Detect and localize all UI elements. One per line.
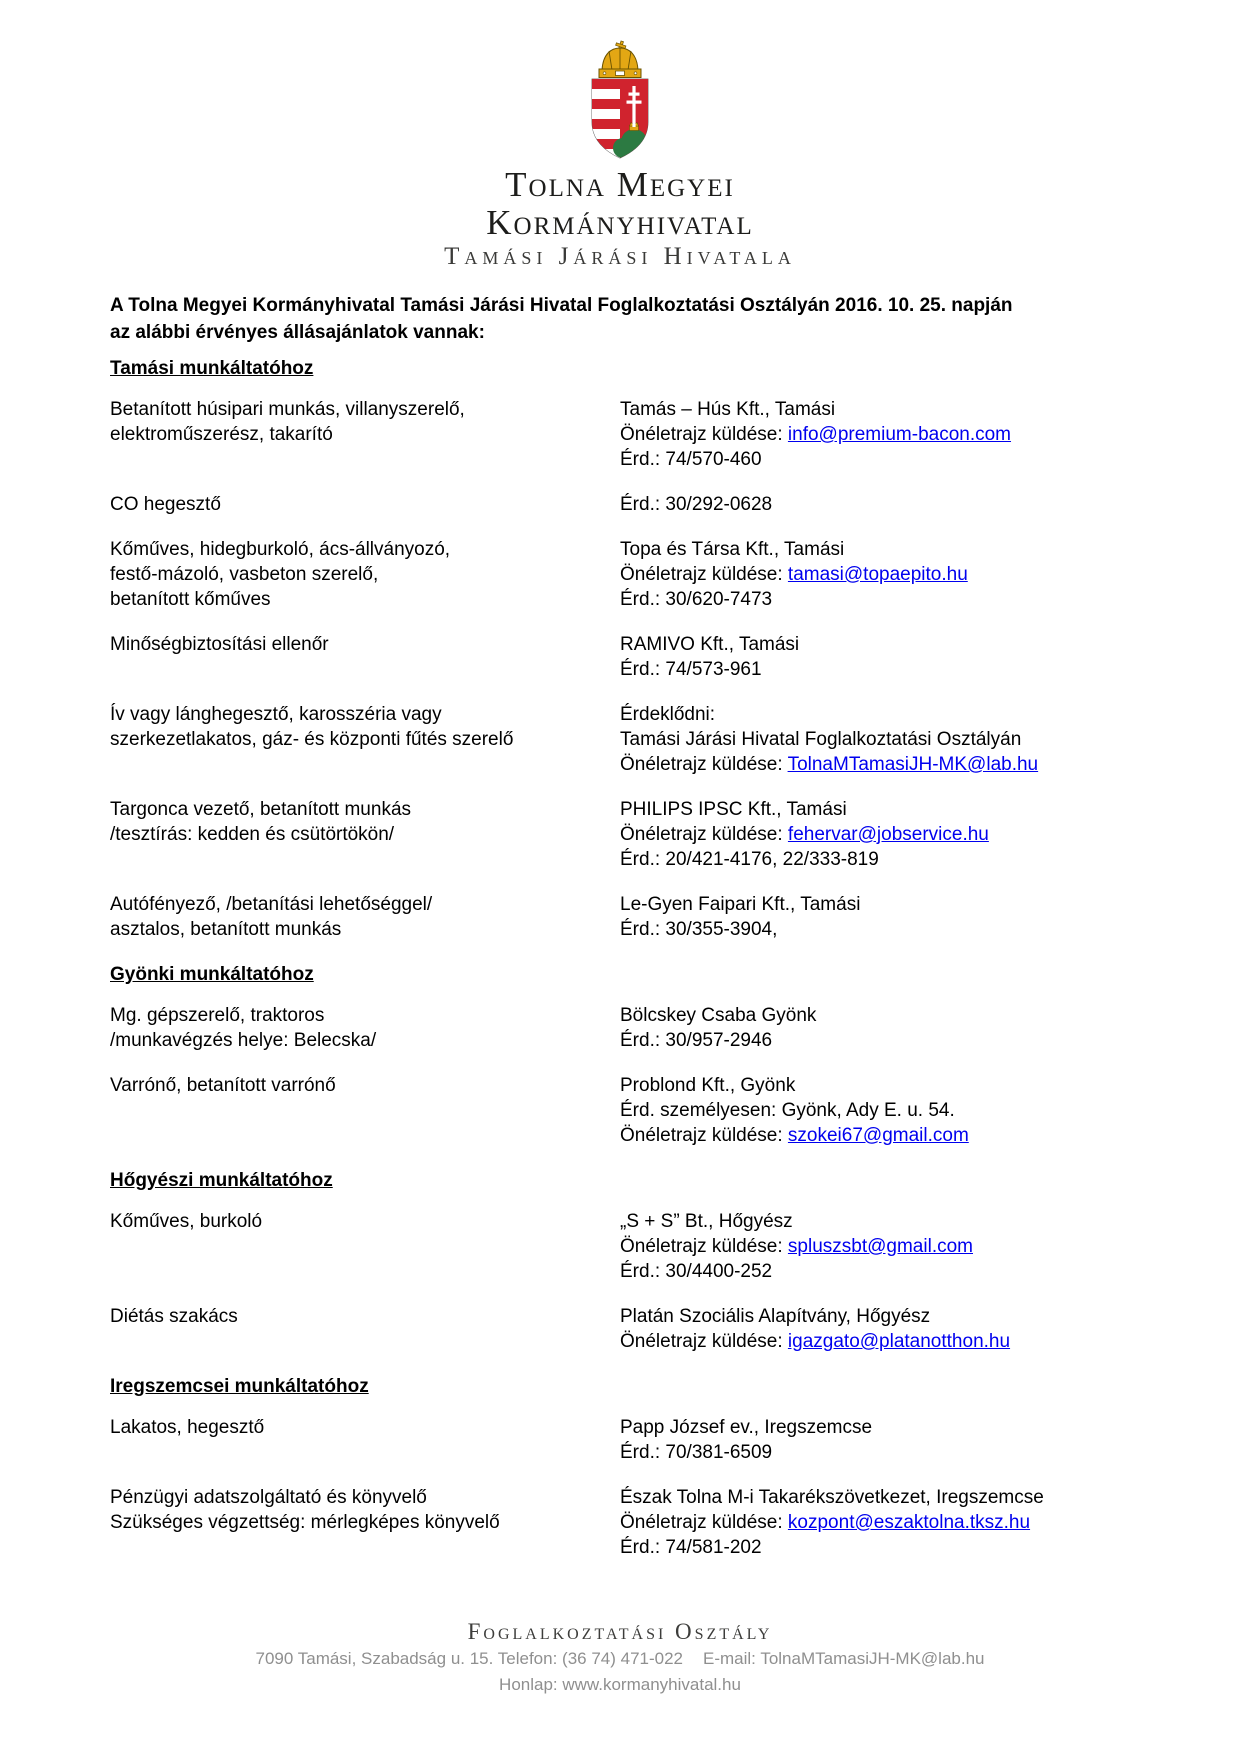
email-link[interactable]: spluszsbt@gmail.com — [787, 1236, 973, 1257]
contact-line: Érd.: 74/570-460 — [620, 449, 762, 470]
contact-line: Platán Szociális Alapítvány, Hőgyész — [620, 1306, 931, 1327]
job-position: Kőműves, burkoló — [110, 1211, 263, 1232]
email-link[interactable]: info@premium-bacon.com — [787, 424, 1012, 445]
page-footer — [0, 1618, 1240, 1698]
job-row — [110, 1003, 1130, 1053]
job-contact — [620, 1415, 1130, 1465]
intro-paragraph — [110, 292, 1130, 346]
job-row — [110, 1415, 1130, 1465]
contact-line: Érd.: 30/355-3904, — [620, 919, 778, 940]
org-name-line1: Tolna Megyei — [505, 165, 735, 204]
email-link[interactable]: szokei67@gmail.com — [787, 1125, 969, 1146]
job-row — [110, 492, 1130, 517]
job-contact — [620, 1073, 1130, 1148]
job-position: Diétás szakács — [110, 1306, 238, 1327]
job-position: Betanított húsipari munkás, villanyszerelő, elektroműszerész, takarító — [110, 399, 465, 445]
job-row — [110, 797, 1130, 872]
job-position: Autófényező, /betanítási lehetőséggel/ asztalos, betanított munkás — [110, 894, 433, 940]
contact-line: Érd. személyesen: Gyönk, Ady E. u. 54. — [620, 1100, 955, 1121]
contact-line: Tamás – Hús Kft., Tamási — [620, 399, 836, 420]
footer-department-title: Foglalkoztatási Osztály — [467, 1619, 773, 1644]
contact-line: Érd.: 70/381-6509 — [620, 1442, 773, 1463]
job-contact — [620, 1209, 1130, 1284]
job-contact — [620, 1485, 1130, 1560]
contact-line: Papp József ev., Iregszemcse — [620, 1417, 873, 1438]
job-listings — [110, 356, 1130, 1560]
org-subunit-line: Tamási Járási Hivatala — [444, 243, 796, 270]
job-position: Lakatos, hegesztő — [110, 1417, 265, 1438]
job-contact — [620, 1003, 1130, 1053]
contact-line: „S + S” Bt., Hőgyész — [620, 1211, 793, 1232]
section-heading: Hőgyészi munkáltatóhoz — [110, 1170, 333, 1191]
contact-line: Érd.: 74/573-961 — [620, 659, 762, 680]
section-heading: Iregszemcsei munkáltatóhoz — [110, 1376, 369, 1397]
contact-line: Önéletrajz küldése: igazgato@platanotthon.hu — [620, 1331, 1011, 1352]
contact-line: Tamási Járási Hivatal Foglalkoztatási Osztályán — [620, 729, 1022, 750]
job-row — [110, 632, 1130, 682]
footer-email: E-mail: TolnaMTamasiJH-MK@lab.hu — [703, 1649, 985, 1668]
email-link[interactable]: kozpont@eszaktolna.tksz.hu — [787, 1512, 1031, 1533]
job-row — [110, 892, 1130, 942]
contact-line: Bölcskey Csaba Gyönk — [620, 1005, 817, 1026]
job-contact — [620, 892, 1130, 942]
contact-line: Érd.: 74/581-202 — [620, 1537, 762, 1558]
job-contact — [620, 1304, 1130, 1354]
contact-line: Érdeklődni: — [620, 704, 716, 725]
job-contact — [620, 492, 1130, 517]
job-position: Pénzügyi adatszolgáltató és könyvelő Szükséges végzettség: mérlegképes könyvelő — [110, 1487, 500, 1533]
footer-address-phone: 7090 Tamási, Szabadság u. 15. Telefon: (36 74) 471-022 — [255, 1649, 684, 1668]
contact-line: Le-Gyen Faipari Kft., Tamási — [620, 894, 861, 915]
job-contact — [620, 537, 1130, 612]
job-row — [110, 1209, 1130, 1284]
contact-line: RAMIVO Kft., Tamási — [620, 634, 800, 655]
job-position: Targonca vezető, betanított munkás /tesztírás: kedden és csütörtökön/ — [110, 799, 412, 845]
contact-line: Topa és Társa Kft., Tamási — [620, 539, 845, 560]
footer-homepage: Honlap: www.kormanyhivatal.hu — [499, 1675, 741, 1694]
job-position: Mg. gépszerelő, traktoros /munkavégzés helye: Belecska/ — [110, 1005, 377, 1051]
email-link[interactable]: igazgato@platanotthon.hu — [787, 1331, 1011, 1352]
contact-line: Önéletrajz küldése: spluszsbt@gmail.com — [620, 1236, 973, 1257]
section-heading: Tamási munkáltatóhoz — [110, 358, 314, 379]
contact-line: Érd.: 20/421-4176, 22/333-819 — [620, 849, 879, 870]
contact-line: Önéletrajz küldése: kozpont@eszaktolna.tksz.hu — [620, 1512, 1031, 1533]
intro-line-2: az alábbi érvényes állásajánlatok vannak: — [110, 322, 485, 343]
contact-line: Önéletrajz küldése: TolnaMTamasiJH-MK@lab.hu — [620, 754, 1039, 775]
hungary-coat-of-arms-icon — [589, 40, 651, 160]
contact-line: Önéletrajz küldése: fehervar@jobservice.hu — [620, 824, 989, 845]
contact-line: Észak Tolna M-i Takarékszövetkezet, Iregszemcse — [620, 1487, 1044, 1508]
contact-line: Érd.: 30/957-2946 — [620, 1030, 773, 1051]
job-row — [110, 537, 1130, 612]
email-link[interactable]: tamasi@topaepito.hu — [787, 564, 968, 585]
section-heading: Gyönki munkáltatóhoz — [110, 964, 314, 985]
job-position: Minőségbiztosítási ellenőr — [110, 634, 329, 655]
job-position: CO hegesztő — [110, 494, 221, 515]
org-name-line2: Kormányhivatal — [486, 203, 754, 242]
letterhead — [110, 40, 1130, 272]
job-row — [110, 397, 1130, 472]
job-row — [110, 1073, 1130, 1148]
contact-line: Önéletrajz küldése: info@premium-bacon.com — [620, 424, 1012, 445]
job-contact — [620, 702, 1130, 777]
contact-line: Érd.: 30/620-7473 — [620, 589, 773, 610]
job-row — [110, 1304, 1130, 1354]
contact-line: Érd.: 30/292-0628 — [620, 494, 773, 515]
intro-line-1: A Tolna Megyei Kormányhivatal Tamási Járási Hivatal Foglalkoztatási Osztályán 2016. 10. 25. napján — [110, 295, 1013, 316]
job-contact — [620, 397, 1130, 472]
job-contact — [620, 632, 1130, 682]
job-position: Varrónő, betanított varrónő — [110, 1075, 336, 1096]
contact-line: Érd.: 30/4400-252 — [620, 1261, 773, 1282]
contact-line: PHILIPS IPSC Kft., Tamási — [620, 799, 847, 820]
job-row — [110, 702, 1130, 777]
footer-address-line — [0, 1646, 1240, 1672]
email-link[interactable]: TolnaMTamasiJH-MK@lab.hu — [787, 754, 1039, 775]
contact-line: Problond Kft., Gyönk — [620, 1075, 796, 1096]
job-position: Ív vagy lánghegesztő, karosszéria vagy szerkezetlakatos, gáz- és központi fűtés szerelő — [110, 704, 514, 750]
shield-icon — [592, 79, 651, 159]
contact-line: Önéletrajz küldése: tamasi@topaepito.hu — [620, 564, 968, 585]
contact-line: Önéletrajz küldése: szokei67@gmail.com — [620, 1125, 969, 1146]
email-link[interactable]: fehervar@jobservice.hu — [787, 824, 989, 845]
job-contact — [620, 797, 1130, 872]
holy-crown-icon — [599, 40, 641, 78]
job-position: Kőműves, hidegburkoló, ács-állványozó, festő-mázoló, vasbeton szerelő, betanított kőműves — [110, 539, 451, 610]
job-row — [110, 1485, 1130, 1560]
